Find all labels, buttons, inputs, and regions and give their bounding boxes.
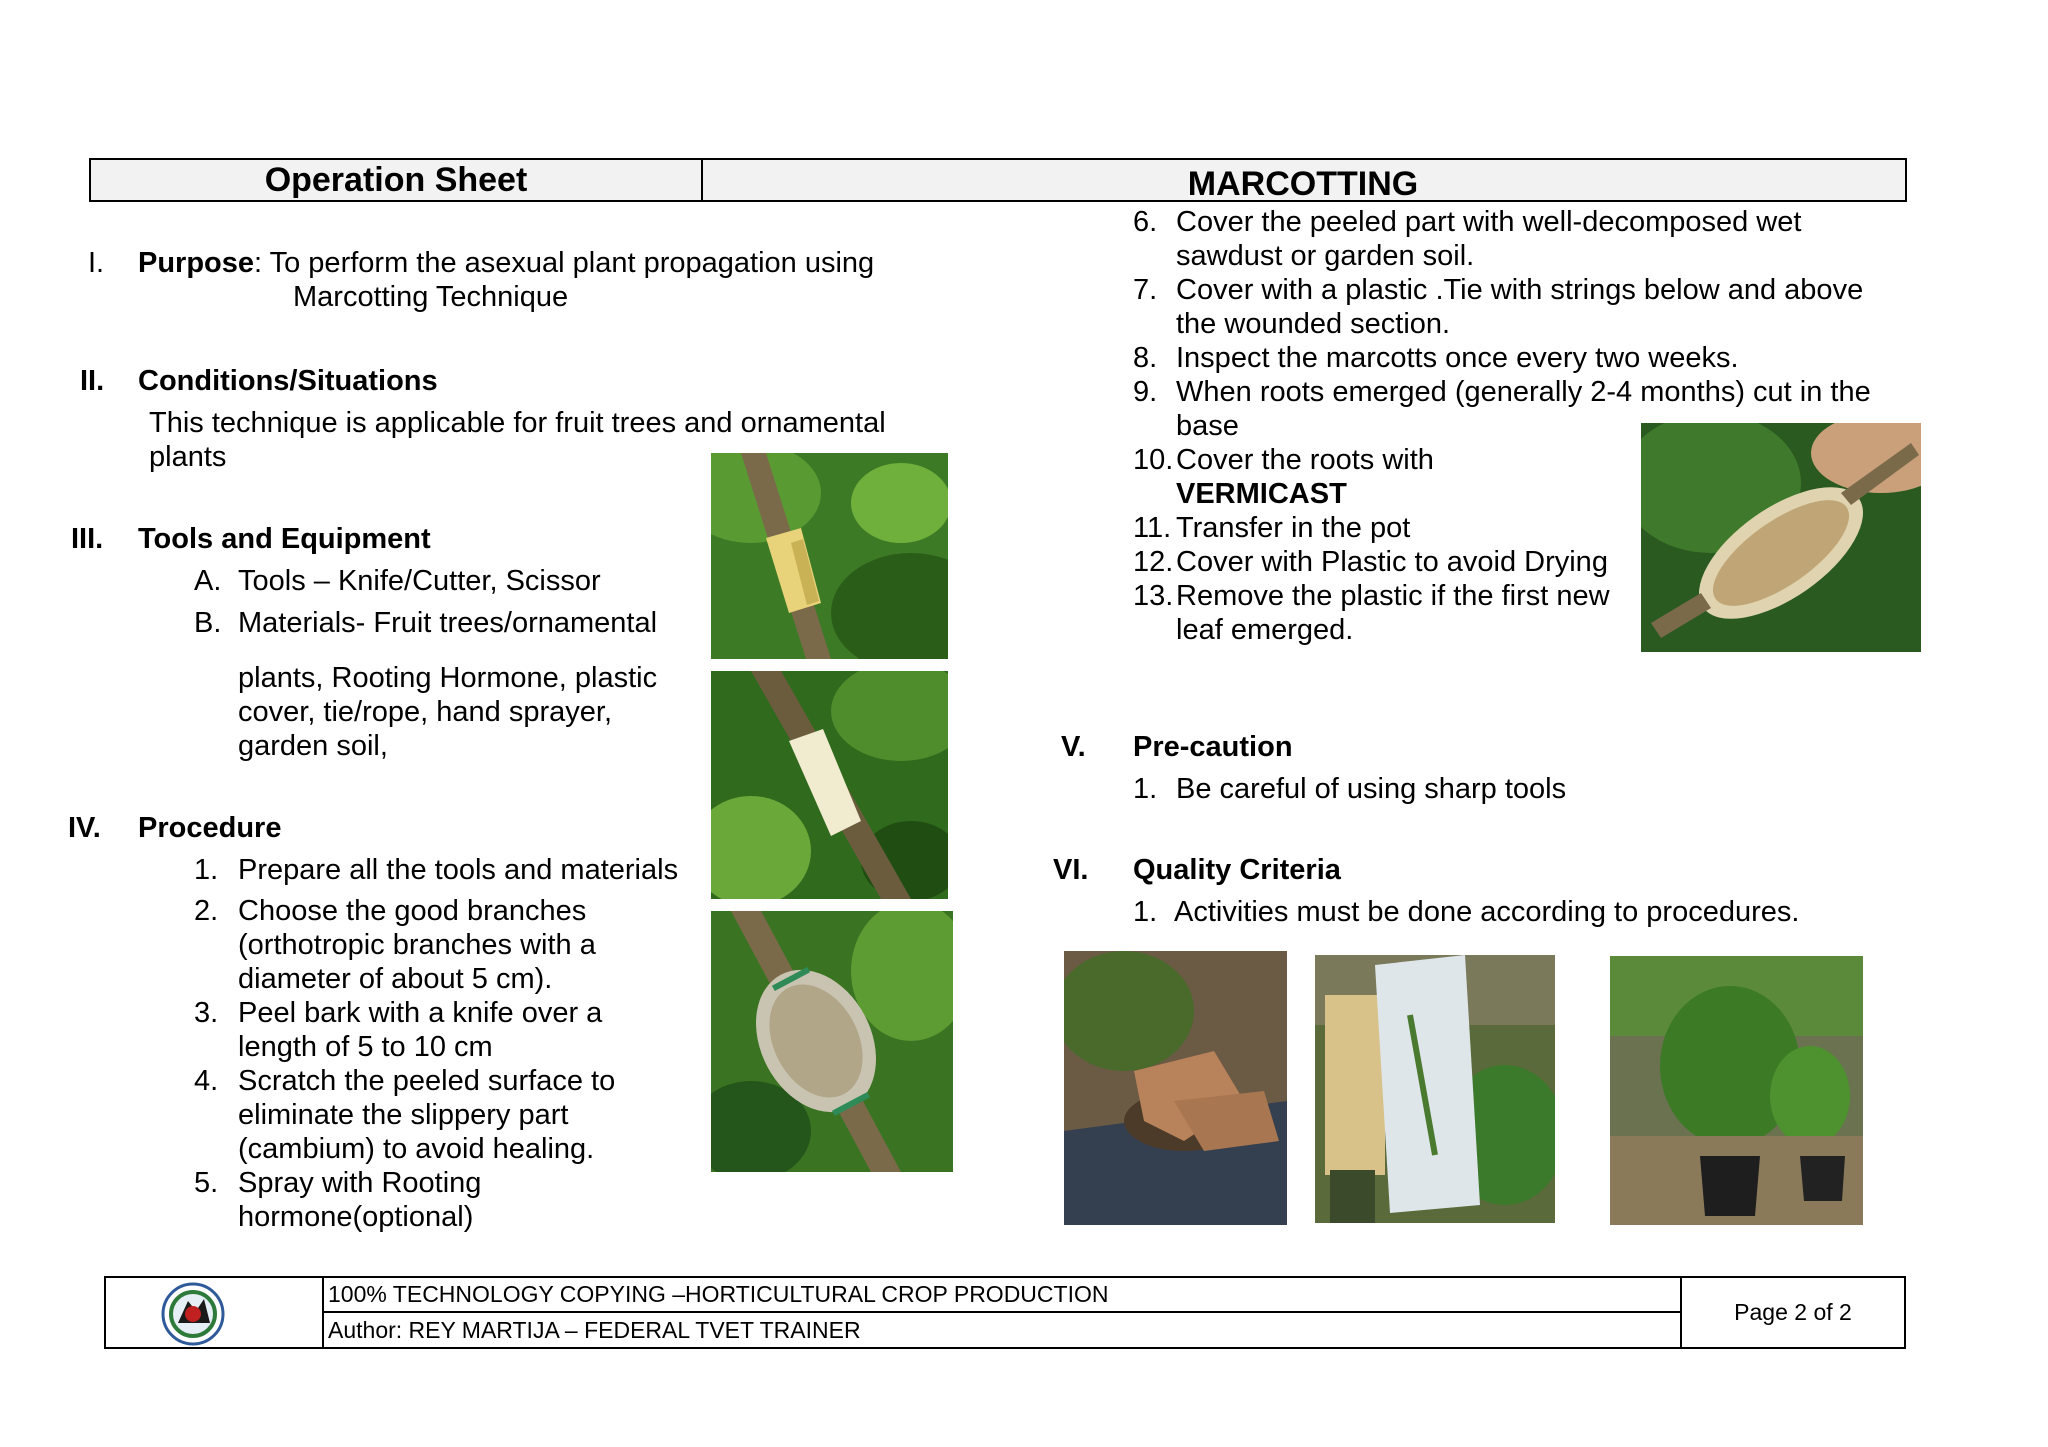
step-7-num: 7. <box>1133 274 1158 306</box>
purpose-line1 <box>138 246 874 280</box>
step-6-line2: sawdust or garden soil. <box>1176 240 1475 272</box>
tools-a-text: Tools – Knife/Cutter, Scissor <box>238 565 601 597</box>
step-4-line2: eliminate the slippery part <box>238 1099 569 1131</box>
tools-heading: Tools and Equipment <box>138 523 431 555</box>
peeled-bark-photo <box>711 453 948 659</box>
step-6-num: 6. <box>1133 206 1158 238</box>
step-4-num: 4. <box>194 1065 219 1097</box>
institution-logo <box>152 1281 234 1347</box>
step-2-line2: (orthotropic branches with a <box>238 929 596 961</box>
step-1-num: 1. <box>194 854 219 886</box>
step-5-num: 5. <box>194 1167 219 1199</box>
step-13-line1: Remove the plastic if the first new <box>1176 580 1610 612</box>
step-10-line2: VERMICAST <box>1176 478 1347 510</box>
step-7-line1: Cover with a plastic .Tie with strings below and above <box>1176 274 1864 306</box>
step-9-line2: base <box>1176 410 1239 442</box>
wrapped-marcot-photo <box>711 911 953 1172</box>
precaution-item-1-num: 1. <box>1133 773 1158 805</box>
step-10-line1: Cover the roots with <box>1176 444 1434 476</box>
plastic-covered-plant-photo <box>1315 955 1555 1223</box>
precaution-item-1-text: Be careful of using sharp tools <box>1176 773 1567 805</box>
step-7-line2: the wounded section. <box>1176 308 1451 340</box>
step-3-line1: Peel bark with a knife over a <box>238 997 603 1029</box>
step-8-line1: Inspect the marcotts once every two weeks. <box>1176 342 1739 374</box>
step-5-line2: hormone(optional) <box>238 1201 474 1233</box>
sheet-topic-title: MARCOTTING <box>1187 164 1419 203</box>
tools-b-text: Materials- Fruit trees/ornamental <box>238 607 658 639</box>
step-12-line1: Cover with Plastic to avoid Drying <box>1176 546 1608 578</box>
conditions-line1: This technique is applicable for fruit trees and ornamental <box>149 407 886 439</box>
quality-item-1-text: Activities must be done according to procedures. <box>1174 896 1800 928</box>
step-9-line1: When roots emerged (generally 2-4 months) cut in the <box>1176 376 1871 408</box>
tools-b-cont2: cover, tie/rope, hand sprayer, <box>238 696 612 728</box>
quality-numeral: VI. <box>1053 854 1089 886</box>
conditions-heading: Conditions/Situations <box>138 365 438 397</box>
step-12-num: 12. <box>1133 546 1174 578</box>
rooted-marcot-photo <box>1641 423 1921 652</box>
step-8-num: 8. <box>1133 342 1158 374</box>
step-2-num: 2. <box>194 895 219 927</box>
sheet-type-title: Operation Sheet <box>91 160 703 200</box>
step-13-line2: leaf emerged. <box>1176 614 1354 646</box>
potted-marcot-photo <box>1610 956 1863 1225</box>
step-1-text: Prepare all the tools and materials <box>238 854 679 886</box>
procedure-numeral: IV. <box>68 812 101 844</box>
purpose-text: : To perform the asexual plant propagation using <box>254 247 875 279</box>
step-4-line1: Scratch the peeled surface to <box>238 1065 616 1097</box>
precaution-heading: Pre-caution <box>1133 731 1293 763</box>
footer-author: Author: REY MARTIJA – FEDERAL TVET TRAINER <box>322 1313 1682 1349</box>
precaution-numeral: V. <box>1061 731 1086 763</box>
conditions-numeral: II. <box>80 365 105 397</box>
step-6-line1: Cover the peeled part with well-decomposed wet <box>1176 206 1802 238</box>
procedure-heading: Procedure <box>138 812 282 844</box>
tools-b-cont1: plants, Rooting Hormone, plastic <box>238 662 658 694</box>
purpose-label: Purpose <box>138 247 255 279</box>
step-2-line3: diameter of about 5 cm). <box>238 963 553 995</box>
tools-b-letter: B. <box>194 607 222 639</box>
header-table <box>89 158 1907 202</box>
tools-b-cont3: garden soil, <box>238 730 388 762</box>
page-number: Page 2 of 2 <box>1734 1299 1852 1325</box>
logo-cell <box>106 1278 324 1347</box>
tools-numeral: III. <box>71 523 104 555</box>
ringed-branch-photo <box>711 671 948 899</box>
conditions-line2: plants <box>149 441 227 473</box>
step-3-line2: length of 5 to 10 cm <box>238 1031 493 1063</box>
quality-heading: Quality Criteria <box>1133 854 1341 886</box>
step-5-line1: Spray with Rooting <box>238 1167 482 1199</box>
step-3-num: 3. <box>194 997 219 1029</box>
step-2-line1: Choose the good branches <box>238 895 587 927</box>
tools-a-letter: A. <box>194 565 222 597</box>
step-4-line3: (cambium) to avoid healing. <box>238 1133 595 1165</box>
footer-course-title: 100% TECHNOLOGY COPYING –HORTICULTURAL CROP PRODUCTION <box>322 1278 1682 1313</box>
step-13-num: 13. <box>1133 580 1174 612</box>
step-10-num: 10. <box>1133 444 1174 476</box>
footer-table <box>104 1276 1906 1349</box>
step-11-line1: Transfer in the pot <box>1176 512 1411 544</box>
purpose-line2: Marcotting Technique <box>293 281 569 313</box>
potting-hands-photo <box>1064 951 1287 1225</box>
purpose-numeral: I. <box>88 247 105 279</box>
step-11-num: 11. <box>1133 512 1172 544</box>
quality-item-1-num: 1. <box>1133 896 1158 928</box>
step-9-num: 9. <box>1133 376 1158 408</box>
